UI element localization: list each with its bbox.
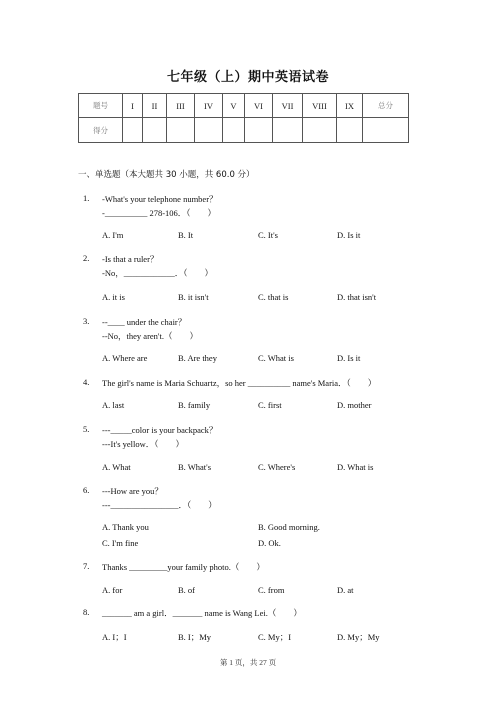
question-text: ---It's yellow．（ ） [102,439,185,449]
question-text: --No，they aren't.（ ） [102,331,198,341]
score-cell [337,118,363,143]
option-c[interactable]: C. It's [258,230,278,240]
score-table-header-row [79,94,409,118]
option-c[interactable]: C. from [258,585,285,595]
score-cell [303,118,337,143]
option-b[interactable]: B. family [178,400,211,410]
option-d[interactable]: D. Is it [337,353,361,363]
score-cell [245,118,273,143]
option-c[interactable]: C. My；I [258,632,292,642]
question-text: _______ am a girl．_______ name is Wang Lei.（ ） [102,608,302,618]
question-text: -No，____________．（ ） [102,268,213,278]
option-c[interactable]: C. first [258,400,282,410]
score-table-score-row [79,118,409,143]
question-text: --____ under the chair？ [102,317,187,327]
question-number: 4. [83,377,90,387]
question-number: 2. [83,253,90,263]
question-number: 8. [83,607,90,617]
score-header-cell: VIII [303,94,337,118]
score-cell [195,118,223,143]
question-text: ---How are you？ [102,486,163,496]
option-a[interactable]: A. What [102,462,131,472]
score-cell [363,118,409,143]
score-table [78,93,409,143]
option-c[interactable]: C. I'm fine [102,538,139,548]
score-header-cell: II [143,94,167,118]
option-c[interactable]: C. What is [258,353,294,363]
score-header-cell: 题号 [79,94,123,118]
option-b[interactable]: B. it isn't [178,292,209,302]
question-text: -Is that a ruler？ [102,254,159,264]
question-number: 5. [83,424,90,434]
question-text: ---_____color is your backpack？ [102,425,218,435]
question-number: 7. [83,561,90,571]
option-d[interactable]: D. My；My [337,632,380,642]
option-c[interactable]: C. Where's [258,462,296,472]
option-d[interactable]: D. Ok. [258,538,281,548]
section-heading: 一、单选题（本大题共 30 小题，共 60.0 分） [78,170,255,180]
question-text: Thanks _________your family photo.（ ） [102,562,265,572]
option-a[interactable]: A. Thank you [102,522,149,532]
score-cell [123,118,143,143]
option-a[interactable]: A. it is [102,292,125,302]
question-text: -What's your telephone number？ [102,194,218,204]
score-header-cell: III [167,94,195,118]
option-a[interactable]: A. Where are [102,353,148,363]
question-number: 1. [83,193,90,203]
page-title: 七年级（上）期中英语试卷 [166,70,329,85]
option-d[interactable]: D. mother [337,400,372,410]
option-d[interactable]: D. that isn't [337,292,377,302]
option-a[interactable]: A. last [102,400,125,410]
score-header-cell: 总分 [363,94,409,118]
option-d[interactable]: D. at [337,585,354,595]
option-a[interactable]: A. I'm [102,230,124,240]
score-cell [273,118,303,143]
question-number: 3. [83,316,90,326]
option-b[interactable]: B. Are they [178,353,217,363]
score-cell [223,118,245,143]
score-cell [167,118,195,143]
score-header-cell: VII [273,94,303,118]
question-number: 6. [83,485,90,495]
option-b[interactable]: B. Good morning. [258,522,320,532]
option-b[interactable]: B. of [178,585,195,595]
page-footer: 第 1 页，共 27 页 [219,658,277,667]
option-d[interactable]: D. Is it [337,230,361,240]
score-header-cell: IV [195,94,223,118]
score-header-cell: V [223,94,245,118]
score-cell [143,118,167,143]
question-text: -__________ 278-106．（ ） [102,208,217,218]
option-b[interactable]: B. I；My [178,632,212,642]
score-header-cell: IX [337,94,363,118]
option-a[interactable]: A. I；I [102,632,127,642]
option-b[interactable]: B. What's [178,462,212,472]
question-text: ---________________．（ ） [102,500,217,510]
option-a[interactable]: A. for [102,585,123,595]
question-text: The girl's name is Maria Schuartz，so her __________ name's Maria．（ ） [102,378,377,388]
option-c[interactable]: C. that is [258,292,289,302]
score-row-label: 得分 [79,118,123,143]
score-header-cell: I [123,94,143,118]
option-b[interactable]: B. It [178,230,194,240]
option-d[interactable]: D. What is [337,462,374,472]
score-header-cell: VI [245,94,273,118]
